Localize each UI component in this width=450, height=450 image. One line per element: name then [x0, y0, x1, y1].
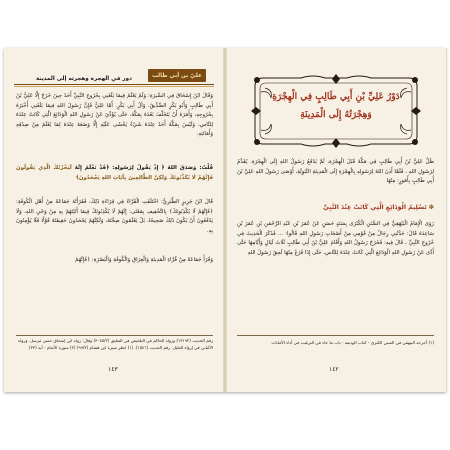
text-line: ظَلَّ عَلِيُّ بْنُ أَبِي طَالِبٍ فِي مَكَّةَ قَبْلَ الْهِجْرَةِ، ثُمَّ يَدْفَعُ رَسُولُ اللهِ	[279, 159, 434, 165]
header-rule-secondary	[14, 86, 214, 87]
text-line: وَقَرَأَ جَمَاعَةٌ مِنْ قُرَّاءِ الْمَدِينَةِ وَالْعِرَاقِ وَالْكُوفَةِ وَالْبَصْرَةِ: ﴿فَإِنَّهُمْ	[75, 257, 213, 263]
text-line: رَسُولَ اللهِ	[247, 249, 272, 256]
text-line: رَوَى الْإِمَامُ الْبَيْهَقِيُّ فِي السُّنَنِ الْكُبْرَى بِسَنَدٍ حَسَنٍ عَنْ عُمَرَ بْنِ عَبْدِ الرَّحْمَنِ بْنِ	[256, 221, 434, 227]
text-line: فِيمَا أَتَيْتَهُمْ بِهِ مِنْ وَحْيِ اللهِ، وَلَا يَدْفَعُونَ أَنْ يَكُونَ ذَلِكَ صَحِيحًا، بَلْ يَعْلَمُونَ	[16, 208, 214, 225]
footnote-rule	[16, 335, 213, 336]
header-rule	[14, 84, 214, 85]
page-number: ١٤٣	[108, 366, 118, 373]
text-line: وَأَقَامَ عَلِيُّ بْنُ أَبِي طَالِبٍ ثَلَاثَ لَيَالٍ وَأَيَّامِهَا حَتَّى أَدَّى عَنْ	[237, 240, 434, 256]
text-line: لَيَحْزُنُكَ الَّذِي يَقُولُونَ فَإِنَّهُمْ لَا يُكَذِّبُونَكَ وَلَكِنَّ الظَّالِمِينَ بِآيَاتِ اللهِ يَجْحَدُونَ﴾	[16, 165, 213, 181]
section-heading	[237, 204, 434, 211]
footnote-line: (١) انظر سيرة ابن هشام (٩٩/٢)	[76, 344, 134, 350]
text-line: قَالَ ابْنُ جَرِيرٍ الطَّبَرِيُّ: اخْتَلَفَتِ الْقُرَّاءُ فِي قِرَاءَةِ ذَلِكَ، فَقَرَأَتْهُ جَمَاعَةٌ مِنْ	[45, 199, 213, 205]
star-bullet-icon: ✽	[426, 204, 434, 211]
text-line: عُمَرَ بْنِ سَاعِدَةَ قَالَ: حَدَّثَنِي رِجَالٌ مِنْ قَوْمِي مِنْ أَصْحَابِ رَسُولِ اللهِ	[237, 221, 435, 237]
text-line: أَحَدٌ حِينَ خَرَجَ إِلَّا عَلِيُّ بْنُ أَبِي طَالِبٍ وَأَبُو بَكْرٍ الصِّدِّيقُ، وَآلُ	[16, 93, 213, 109]
chapter-title-line1: دَوْرُ عَلِيِّ بْنِ أَبِي طَالِبٍ فِي الْهِجْرَةِ	[272, 92, 400, 102]
paragraph-ibn-ishaq	[16, 92, 213, 140]
text-line: قُلْتُ: وَصَدَقَ اللهُ ﴿ إِذْ يَقُولُ لِرَسُولِهِ: ﴿قَدْ نَعْلَمُ إِنَّهُ	[74, 165, 213, 171]
text-line: صِحَّتَهُ، وَلَكِنَّهُمْ يَجْحَدُونَ حَقِيقَتَهُ قَوْلًا فَلَا يُؤْمِنُونَ بِهِ.	[16, 218, 213, 234]
footnotes	[237, 340, 434, 347]
paragraph-tabari	[16, 198, 213, 236]
hadith-paragraph	[237, 220, 434, 258]
text-line: قَالُوا: ... فَذَكَرَ الْحَدِيثَ فِي خُرُوجِ النَّبِيِّ ، قَالَ فِيهِ: فَخَرَجَ رَسُولُ اللهِ	[237, 230, 434, 247]
text-line: أَهْلِ الْكُوفَةِ: ﴿فَإِنَّهُمْ لَا يُكْذِبُونَكَ﴾ بِالتَّخْفِيفِ بِمَعْنَى: إِنَّهُمْ لَا يُكْذِبُونَكَ	[16, 199, 213, 215]
text-line: أَبِي بَكْرٍ. أَمَّا عَلِيٌّ فَإِنَّ رَسُولَ اللهِ فِيمَا بَلَغَنِي أَخْبَرَهُ	[16, 102, 135, 109]
right-page	[225, 48, 447, 392]
text-line: بِخُرُوجِهِ، وَأَمَرَهُ أَنْ يَتَخَلَّفَ بَعْدَهُ بِمَكَّةَ، حَتَّى يُؤَدِّيَ عَنْ رَسُولِ اللهِ	[69, 112, 214, 119]
text-line: رَسُولِ اللهِ الْوَدَائِعَ الَّتِي كَانَتْ عِنْدَهُ لِلنَّاسِ، حَتَّى إِذَا فَرَغَ مِنْهَا لَحِقَ	[272, 249, 416, 256]
footnote-line: ابن إسحاق حسن مرسل. ورواه الألباني في إرواء الغليل. رقم الحديث (١٥٤٦).	[18, 338, 213, 350]
quran-quote	[16, 164, 213, 183]
text-line: وَضَعَهُ عِنْدَهُ لِمَا يُعْلَمُ مِنْ صِدْقِهِ وَأَمَانَتِهِ.	[16, 121, 213, 138]
text-line: وَقَالَ ابْنُ إِسْحَاقَ فِي السِّيرَةِ: وَلَمْ يَعْلَمْ فِيمَا بَلَغَنِي بِخُرُوجِ النَّبِيِّ	[73, 93, 213, 99]
paragraph-qurra	[16, 256, 213, 266]
text-line: الْوَدَائِعَ الَّتِي كَانَتْ عِنْدَهُ لِلنَّاسِ، وَلَيْسَ بِمَكَّةَ أَحَدٌ عِنْدَهُ شَيْءٌ يَخْشَى عَلَيْهِ إِلَّا	[16, 112, 213, 128]
intro-paragraph	[237, 158, 434, 187]
page-number: ١٤٢	[329, 366, 339, 373]
footnote-line: (٢) سورة الأنعام - آية (٣٣)	[28, 344, 76, 350]
text-line: أَبِي طَالِبٍ بِأُمُورٍ: مِنْهَا	[386, 178, 434, 185]
text-line: بِالْهِجْرَةِ إِلَى الْمَدِينَةِ النَّبَوِيَّةِ، أَوْصَى رَسُولُ اللهِ عَلِيَّ بْنَ	[237, 168, 356, 175]
chapter-tab-label: عليّ بن أبي طالب	[152, 72, 202, 79]
chapter-tab	[148, 69, 206, 82]
footnote-rule	[237, 335, 434, 336]
left-page	[4, 48, 225, 392]
running-head: دور في الهجرة وهجرته إلى المدينة	[36, 76, 132, 82]
footnote-line: (١) أخرجه البيهقي في السنن الكبرى - كتاب الوديعة - باب ما جاء في الترغيب في أداء الأمانات	[271, 340, 434, 345]
footnotes	[16, 338, 213, 352]
section-heading-text: تَسْلِيمُ الْوَدَائِعِ الَّتِي كَانَتْ عِنْدَ النَّبِيِّ	[323, 204, 427, 211]
footnote-line: رقم الحديث (١٣١٩٢) ورواه الحاكم في التلخيص في التعليق (٣٠٤٥/٢) وقال: رواه	[73, 338, 213, 343]
chapter-title-line2: وَهِجْرَتُهُ إِلَى الْمَدِينَةِ	[300, 110, 372, 120]
book-spread	[4, 48, 446, 392]
text-line: إِلَى الْهِجْرَةِ. يُقَدِّمُ لِرَسُولِ اللهِ ، فَلَمَّا أَذِنَ اللهُ لِرَسُولِهِ	[237, 159, 435, 175]
